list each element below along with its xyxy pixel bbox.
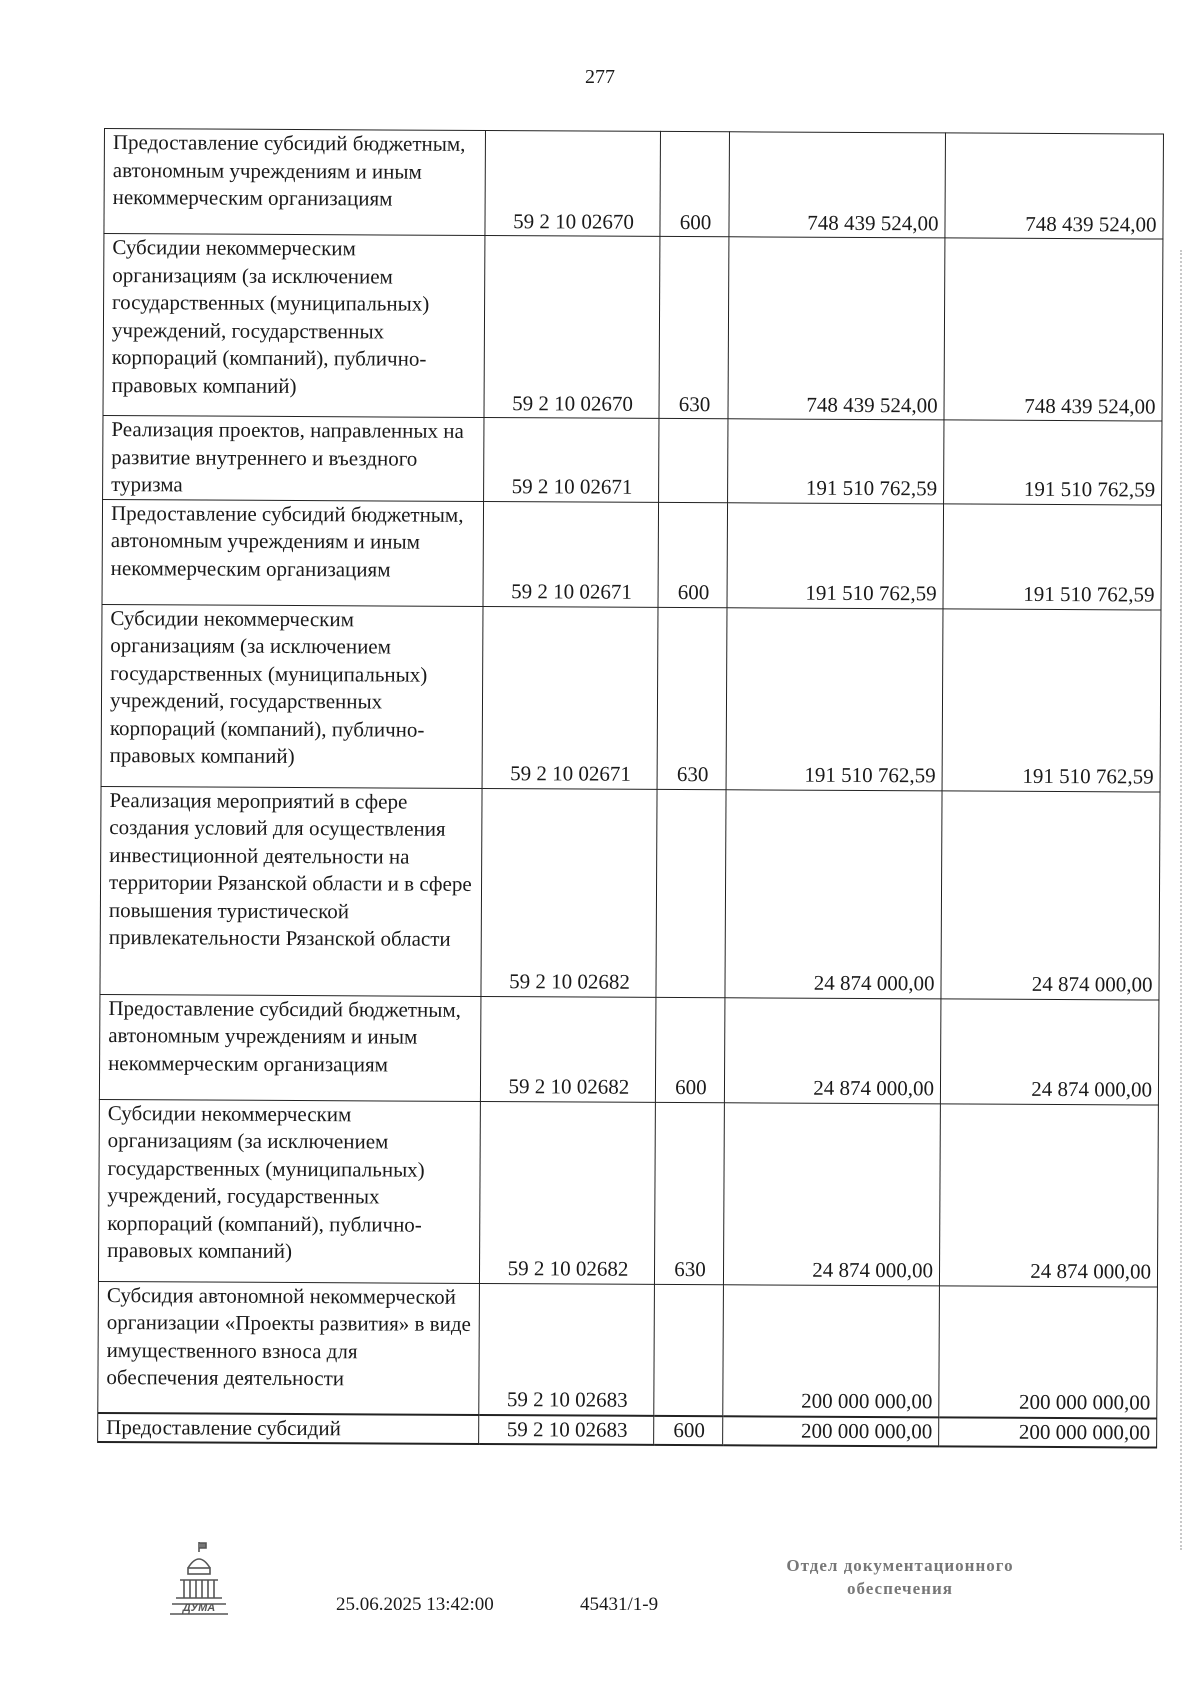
row-sum2: 748 439 524,00 — [945, 133, 1163, 239]
row-sum1: 191 510 762,59 — [727, 502, 943, 608]
table-row — [101, 604, 1161, 792]
table-row — [98, 1099, 1158, 1287]
row-sum2: 200 000 000,00 — [939, 1417, 1157, 1448]
row-sum2: 200 000 000,00 — [939, 1285, 1158, 1418]
table-row — [100, 786, 1160, 1000]
row-sum1: 748 439 524,00 — [729, 132, 945, 238]
row-sum2: 191 510 762,59 — [942, 608, 1161, 791]
row-sum2: 191 510 762,59 — [943, 503, 1161, 609]
row-sum1: 748 439 524,00 — [728, 237, 945, 420]
row-code: 59 2 10 02670 — [484, 235, 659, 418]
stamp-line-1: Отдел документационного — [786, 1556, 1014, 1575]
row-name: Субсидии некоммерческим организациям (за исключением государственных (муниципальных) учреждений, государственных корпораций (компаний), публично-правовых компаний) — [98, 1099, 480, 1283]
row-name: Предоставление субсидий бюджетным, автономным учреждениям и иным некоммерческим организациям — [104, 129, 486, 236]
scan-edge-marks — [1180, 250, 1186, 1550]
table-row — [104, 129, 1164, 240]
row-sum1: 24 874 000,00 — [724, 1102, 941, 1285]
row-code: 59 2 10 02682 — [480, 1101, 655, 1284]
footer-date: 25.06.2025 13:42:00 — [336, 1594, 494, 1615]
row-code: 59 2 10 02682 — [481, 996, 656, 1102]
row-vr: 600 — [660, 131, 730, 236]
row-code: 59 2 10 02670 — [485, 130, 660, 236]
row-vr — [658, 418, 728, 502]
row-sum2: 24 874 000,00 — [940, 998, 1158, 1104]
budget-table — [97, 128, 1164, 1449]
row-code: 59 2 10 02683 — [479, 1283, 654, 1415]
row-sum2: 24 874 000,00 — [940, 1103, 1159, 1286]
row-sum1: 24 874 000,00 — [725, 997, 941, 1103]
row-sum2: 191 510 762,59 — [944, 420, 1162, 505]
row-sum1: 200 000 000,00 — [723, 1416, 939, 1447]
row-vr — [653, 1284, 723, 1416]
row-sum1: 24 874 000,00 — [725, 789, 942, 998]
stamp-line-2: обеспечения — [847, 1579, 953, 1598]
page-number: 277 — [585, 66, 615, 88]
table-row — [99, 994, 1159, 1105]
row-sum1: 191 510 762,59 — [726, 607, 943, 790]
row-vr: 630 — [659, 236, 730, 418]
row-vr: 600 — [658, 502, 728, 607]
table-row — [102, 499, 1162, 610]
row-code: 59 2 10 02671 — [483, 501, 658, 607]
duma-building-icon — [168, 1540, 230, 1618]
svg-text:ДУМА: ДУМА — [182, 1602, 216, 1614]
row-name: Предоставление субсидий бюджетным, автономным учреждениям и иным некоммерческим организациям — [102, 499, 484, 606]
row-vr: 600 — [655, 997, 725, 1102]
row-sum1: 200 000 000,00 — [723, 1284, 939, 1417]
row-vr — [656, 789, 727, 997]
row-name: Субсидия автономной некоммерческой организации «Проекты развития» в виде имущественного взноса для обеспечения деятельности — [98, 1281, 480, 1414]
row-name: Реализация мероприятий в сфере создания условий для осуществления инвестиционной деятельности на территории Рязанской области и в сфере повышения туристической привлекательности Рязанской области — [100, 786, 482, 996]
table-row — [103, 234, 1163, 422]
row-vr: 630 — [654, 1102, 725, 1284]
row-name: Предоставление субсидий бюджетным, автономным учреждениям и иным некоммерческим организациям — [99, 994, 481, 1101]
row-code: 59 2 10 02682 — [481, 788, 656, 997]
row-code: 59 2 10 02671 — [482, 606, 657, 789]
footer-reg-number: 45431/1-9 — [580, 1594, 659, 1615]
department-stamp — [745, 1554, 1055, 1600]
row-sum1: 191 510 762,59 — [728, 419, 944, 504]
row-name: Предоставление субсидий — [98, 1412, 479, 1443]
row-code: 59 2 10 02671 — [484, 417, 659, 501]
table-row — [98, 1281, 1158, 1418]
row-sum2: 748 439 524,00 — [944, 238, 1163, 421]
row-sum2: 24 874 000,00 — [941, 790, 1160, 999]
row-vr: 630 — [657, 607, 728, 789]
row-code: 59 2 10 02683 — [479, 1414, 653, 1444]
row-vr: 600 — [653, 1415, 723, 1445]
table-row — [103, 415, 1162, 504]
row-name: Субсидии некоммерческим организациям (за исключением государственных (муниципальных) учреждений, государственных корпораций (компаний), публично-правовых компаний) — [101, 604, 483, 788]
table-row — [98, 1412, 1157, 1447]
row-name: Реализация проектов, направленных на развитие внутреннего и въездного туризма — [103, 415, 485, 500]
row-name: Субсидии некоммерческим организациям (за исключением государственных (муниципальных) учреждений, государственных корпораций (компаний), публично-правовых компаний) — [103, 234, 485, 418]
